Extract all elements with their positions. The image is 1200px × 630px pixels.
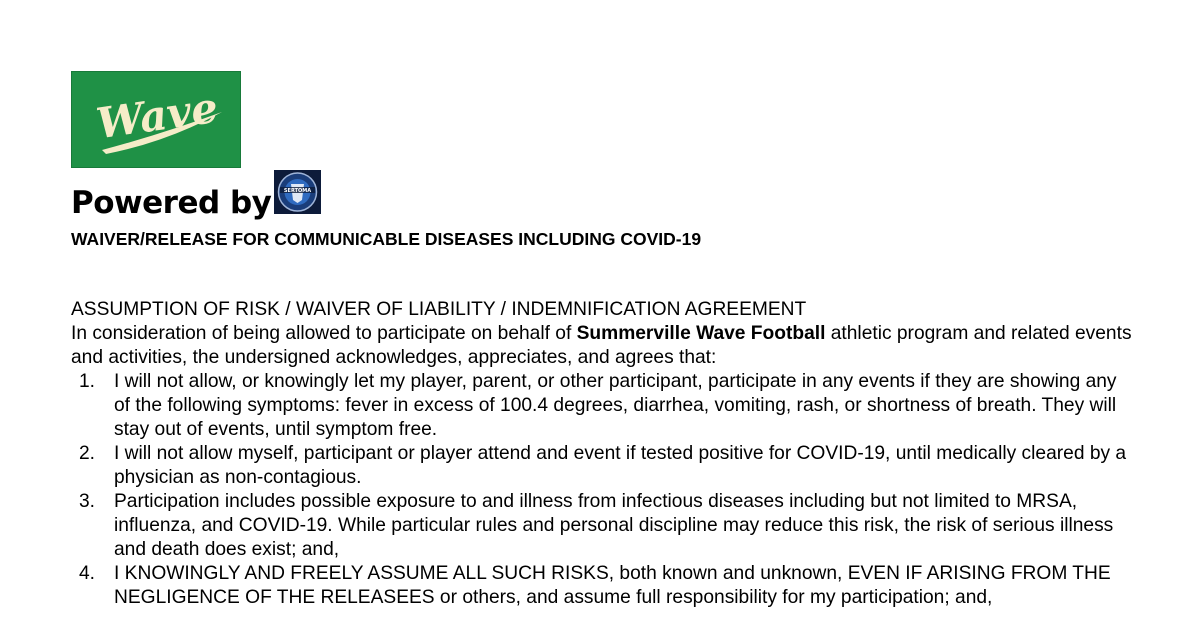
sertoma-badge-text: SERTOMA — [284, 188, 312, 194]
powered-by-label: Powered by — [71, 185, 272, 221]
list-item — [71, 562, 1136, 610]
document-body — [71, 298, 1136, 610]
document-title: WAIVER/RELEASE FOR COMMUNICABLE DISEASES INCLUDING COVID-19 — [71, 229, 702, 249]
wave-logo — [71, 71, 241, 168]
wave-logo-graphic — [72, 72, 240, 167]
list-item-text: I will not allow myself, participant or player attend and event if tested positive for COVID-19, until medically cleared by a physician as non-contagious. — [114, 443, 1127, 488]
sertoma-badge-icon — [274, 170, 321, 214]
list-item — [71, 442, 1136, 490]
list-item-text: Participation includes possible exposure to and illness from infectious diseases including but not limited to MRSA, influenza, and COVID-19. While particular rules and personal discipline may reduce this risk, the risk of serious illness and death does exist; and, — [114, 491, 1114, 560]
intro-prefix: In consideration of being allowed to participate on behalf of — [71, 323, 577, 344]
list-item-text: I KNOWINGLY AND FREELY ASSUME ALL SUCH RISKS, both known and unknown, EVEN IF ARISING FROM THE NEGLIGENCE OF THE RELEASEES or others, and assume full responsibility for my participation; and, — [114, 563, 1111, 608]
list-item — [71, 370, 1136, 442]
list-item-number: 1. — [79, 371, 96, 392]
terms-list — [71, 370, 1136, 610]
intro-suffix: athletic program and related events and activities, the undersigned acknowledges, appreciates, and agrees that: — [71, 323, 1132, 368]
organization-name: Summerville Wave Football — [576, 323, 826, 344]
list-item-number: 3. — [79, 491, 96, 512]
intro-paragraph — [71, 322, 1136, 370]
list-item-number: 2. — [79, 443, 96, 464]
list-item-number: 4. — [79, 563, 96, 584]
wave-logo-text: Wave — [93, 82, 221, 149]
section-heading: ASSUMPTION OF RISK / WAIVER OF LIABILITY / INDEMNIFICATION AGREEMENT — [71, 299, 807, 320]
list-item — [71, 490, 1136, 562]
list-item-text: I will not allow, or knowingly let my player, parent, or other participant, participate in any events if they are showing any of the following symptoms: fever in excess of 100.4 degrees, diarrhea, vomiting, rash, or shortness of breath. They will stay out of events, until symptom free. — [114, 371, 1117, 440]
powered-by — [71, 176, 321, 222]
